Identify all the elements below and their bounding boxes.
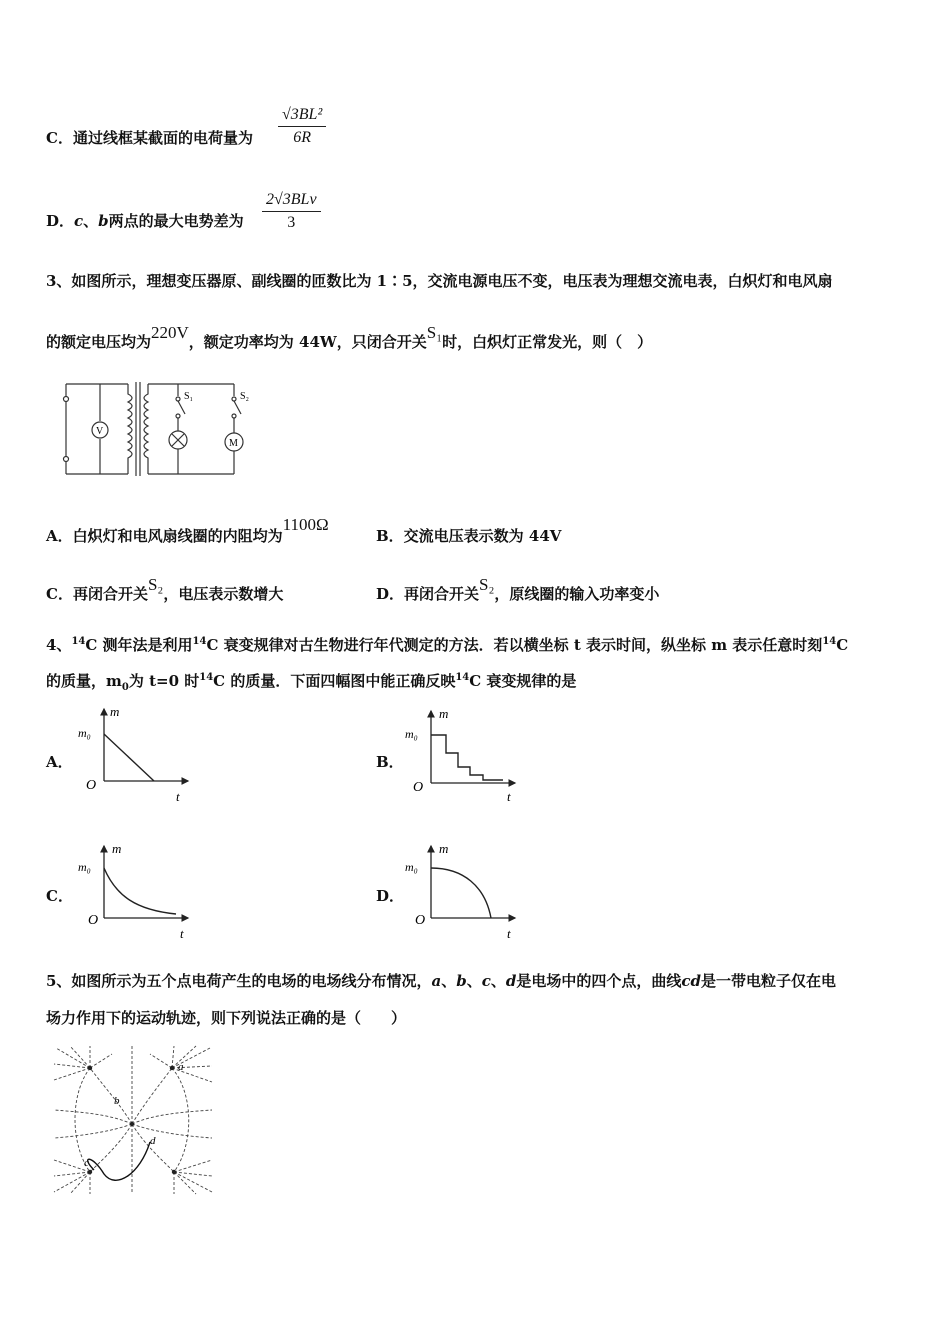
primary-coil-icon [128,384,132,474]
q5-l1-c: 是一带电粒子仅在电 [701,972,837,990]
switch-s2-label: S₂ [240,391,250,402]
q3-option-a-label: A．白炽灯和电风扇线圈的内阻均为 [46,527,283,545]
q2-d-sep: 、 [83,212,99,230]
q4-option-c-label: C． [46,887,73,905]
q2-d-numerator: 2√3BLv [262,189,321,212]
point-b-label: b [114,1095,120,1107]
graph-c-xlabel: t [180,926,184,940]
graph-d-xlabel: t [507,926,511,940]
point-a-label: a [178,1061,184,1073]
charge-3-icon [88,1170,92,1174]
q3-option-d-switch: S₂ [479,575,495,594]
q4-l1-b: C 测年法是利用 [85,636,193,654]
graph-a-curve [104,734,154,781]
graph-a-origin: O [86,778,97,793]
q2-option-c [46,128,253,148]
q4-sup14-c: 14 [822,636,837,647]
q5-point-a: a [431,972,442,990]
point-c-label: c [84,1157,89,1169]
q3-option-d-a: D．再闭合开关 [376,585,480,603]
q3-option-c-a: C．再闭合开关 [46,585,148,603]
graph-c-curve [104,868,176,914]
motor-label: M [229,438,238,449]
graph-b-origin: O [413,780,424,795]
graph-b-curve [431,735,503,780]
q5-point-d: d [505,972,517,990]
q2-option-d-fraction [262,189,321,234]
q3-option-c-b: ，电压表示数增大 [163,585,284,603]
q5-sep2: 、 [466,972,482,990]
q2-d-point-b: b [98,212,109,230]
graph-b-xlabel: t [507,789,511,803]
q2-d-point-c: c [74,212,84,230]
secondary-coil-icon [144,384,148,474]
terminal-bottom [64,457,69,462]
q4-sup14-b: 14 [192,636,207,647]
q2-d-label: 两点的最大电势差为 [108,212,244,230]
voltmeter-label: V [96,426,104,437]
q5-sep1: 、 [441,972,457,990]
q3-option-a-value: 1100Ω [282,515,329,534]
q4-stem-line1 [46,632,848,655]
q4-graph-b [403,703,523,803]
graph-b-m0: m₀ [405,727,418,741]
graph-a-m0: m₀ [78,726,91,740]
q2-option-c-label: C．通过线框某截面的电荷量为 [46,129,253,147]
graph-c-ylabel: m [112,841,122,856]
q4-option-d-label: D． [376,887,405,905]
q4-l2-d: C 衰变规律的是 [469,672,577,690]
q2-c-denominator: 6R [293,129,312,146]
point-d-label: d [150,1135,156,1147]
q4-stem-line2 [46,668,576,698]
charge-2-icon [170,1066,174,1070]
q4-graph-c [76,838,196,940]
q5-stem-line1 [46,971,836,991]
terminal-top [64,397,69,402]
graph-c-m0: m₀ [78,860,91,874]
graph-d-curve [431,868,491,918]
q3-stem-line2 [46,323,653,352]
q3-option-d-b: ，原线圈的输入功率变小 [494,585,660,603]
q4-l1-d: C [836,636,849,654]
q3-option-d [376,575,660,604]
graph-c-origin: O [88,913,99,928]
q5-l1-a: 5、如图所示为五个点电荷产生的电场的电场线分布情况， [46,972,432,990]
q4-option-b-label: B． [376,753,404,771]
switch-s1-label: S₁ [184,391,194,402]
q3-option-a [46,515,329,546]
graph-d-ylabel: m [439,841,449,856]
q4-l1-c: C 衰变规律对古生物进行年代测定的方法．若以横坐标 t 表示时间，纵坐标 m 表示任意时刻 [206,636,823,654]
charge-center-icon [130,1122,134,1126]
q3-option-b: B．交流电压表示数为 44V [376,527,562,545]
q3-option-c [46,575,284,604]
q4-sup14-e: 14 [455,672,470,683]
charge-1-icon [88,1066,92,1070]
graph-d-m0: m₀ [405,860,418,874]
charge-4-icon [172,1170,176,1174]
q3-line2-c: 时，白炽灯正常发光，则（ ） [442,333,653,351]
graph-b-ylabel: m [439,706,449,721]
q3-stem-line1: 3、如图所示，理想变压器原、副线圈的匝数比为 1∶5，交流电源电压不变，电压表为理想交流电表，白炽灯和电风扇 [46,272,833,290]
switch-s1-icon [176,397,180,401]
q5-l1-b: 是电场中的四个点，曲线 [516,972,682,990]
q2-d-denominator: 3 [287,214,296,231]
trajectory-cd [88,1142,150,1180]
q5-point-c: c [481,972,491,990]
q5-point-b: b [456,972,467,990]
q3-option-c-switch: S₂ [147,575,164,594]
q3-line2-a: 的额定电压均为 [46,333,152,351]
q4-l1-a: 4、 [46,636,72,654]
q4-l2-a: 的质量，m [46,672,122,690]
q4-l2-c: C 的质量．下面四幅图中能正确反映 [213,672,456,690]
graph-a-xlabel: t [176,789,180,803]
q4-graph-a [76,703,196,803]
q2-c-numerator: √3BL² [278,104,326,127]
q3-switch-s1: S₁ [426,323,443,342]
q4-sub0: 0 [121,682,129,693]
q2-option-c-fraction [278,104,326,149]
q2-option-d [46,211,244,231]
q5-stem-line2: 场力作用下的运动轨迹，则下列说法正确的是（ ） [46,1009,407,1027]
q4-option-a-label: A． [46,753,73,771]
q4-sup14-d: 14 [199,672,214,683]
q4-graph-d [403,838,523,940]
q3-line2-b: ，额定功率均为 44W，只闭合开关 [188,333,427,351]
switch-s2-icon [232,397,236,401]
q5-curve-cd: cd [681,972,702,990]
graph-d-origin: O [415,913,426,928]
graph-a-ylabel: m [110,704,120,719]
q2-d-prefix: D． [46,212,75,230]
q4-l2-b: 为 t=0 时 [128,672,200,690]
q3-circuit-diagram [56,374,256,480]
q4-sup14-a: 14 [71,636,86,647]
q3-voltage: 220V [151,323,189,342]
q5-sep3: 、 [490,972,506,990]
q5-field-diagram [50,1044,216,1196]
